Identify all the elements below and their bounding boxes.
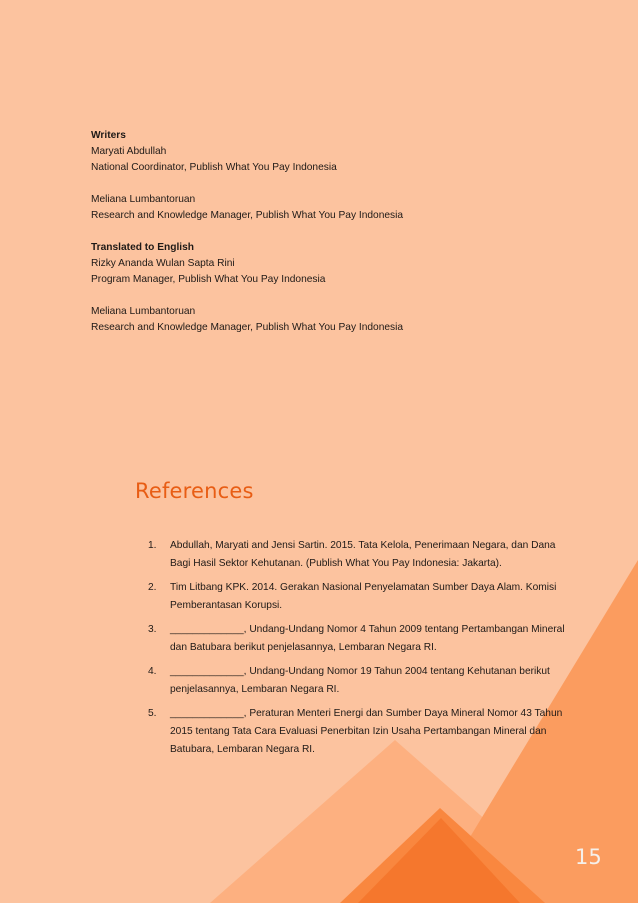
writers-heading: Writers: [91, 130, 126, 141]
reference-number: 2.: [148, 582, 157, 593]
reference-text: _____________, Peraturan Menteri Energi dan Sumber Daya Mineral Nomor 43 Tahun 2015 tentang Tata Cara Evaluasi Penerbitan Izin Usaha Pertambangan Mineral dan Batubara, Lembaran Negara RI.: [170, 708, 563, 755]
references-list: [148, 537, 578, 765]
translator-name: Rizky Ananda Wulan Sapta Rini: [91, 258, 235, 269]
reference-text: _____________, Undang-Undang Nomor 4 Tahun 2009 tentang Pertambangan Mineral dan Batubara berikut penjelasannya, Lembaran Negara RI.: [170, 624, 565, 653]
page-number: 15: [575, 845, 602, 869]
translators-heading: Translated to English: [91, 242, 195, 253]
writer-role: Research and Knowledge Manager, Publish What You Pay Indonesia: [91, 210, 404, 221]
credits-section: [91, 128, 511, 336]
reference-text: _____________, Undang-Undang Nomor 19 Tahun 2004 tentang Kehutanan berikut penjelasannya, Lembaran Negara RI.: [170, 666, 550, 695]
reference-text: Tim Litbang KPK. 2014. Gerakan Nasional Penyelamatan Sumber Daya Alam. Komisi Pemberantasan Korupsi.: [170, 582, 557, 611]
reference-item: [148, 621, 578, 657]
reference-number: 4.: [148, 666, 157, 677]
translator-role: Program Manager, Publish What You Pay Indonesia: [91, 274, 326, 285]
translator-role: Research and Knowledge Manager, Publish What You Pay Indonesia: [91, 322, 404, 333]
writer-role: National Coordinator, Publish What You Pay Indonesia: [91, 162, 337, 173]
reference-item: [148, 705, 578, 759]
translator-block: [91, 304, 511, 336]
writer-name: Meliana Lumbantoruan: [91, 194, 196, 205]
translators-block: [91, 240, 511, 288]
writer-block: [91, 192, 511, 224]
reference-number: 5.: [148, 708, 157, 719]
reference-item: [148, 579, 578, 615]
translator-name: Meliana Lumbantoruan: [91, 306, 196, 317]
reference-number: 1.: [148, 540, 157, 551]
reference-text: Abdullah, Maryati and Jensi Sartin. 2015. Tata Kelola, Penerimaan Negara, dan Dana Bagi Hasil Sektor Kehutanan. (Publish What You Pay Indonesia: Jakarta).: [170, 540, 556, 569]
references-title: References: [135, 479, 254, 503]
writer-name: Maryati Abdullah: [91, 146, 167, 157]
reference-item: [148, 663, 578, 699]
writers-block: [91, 128, 511, 176]
reference-item: [148, 537, 578, 573]
reference-number: 3.: [148, 624, 157, 635]
